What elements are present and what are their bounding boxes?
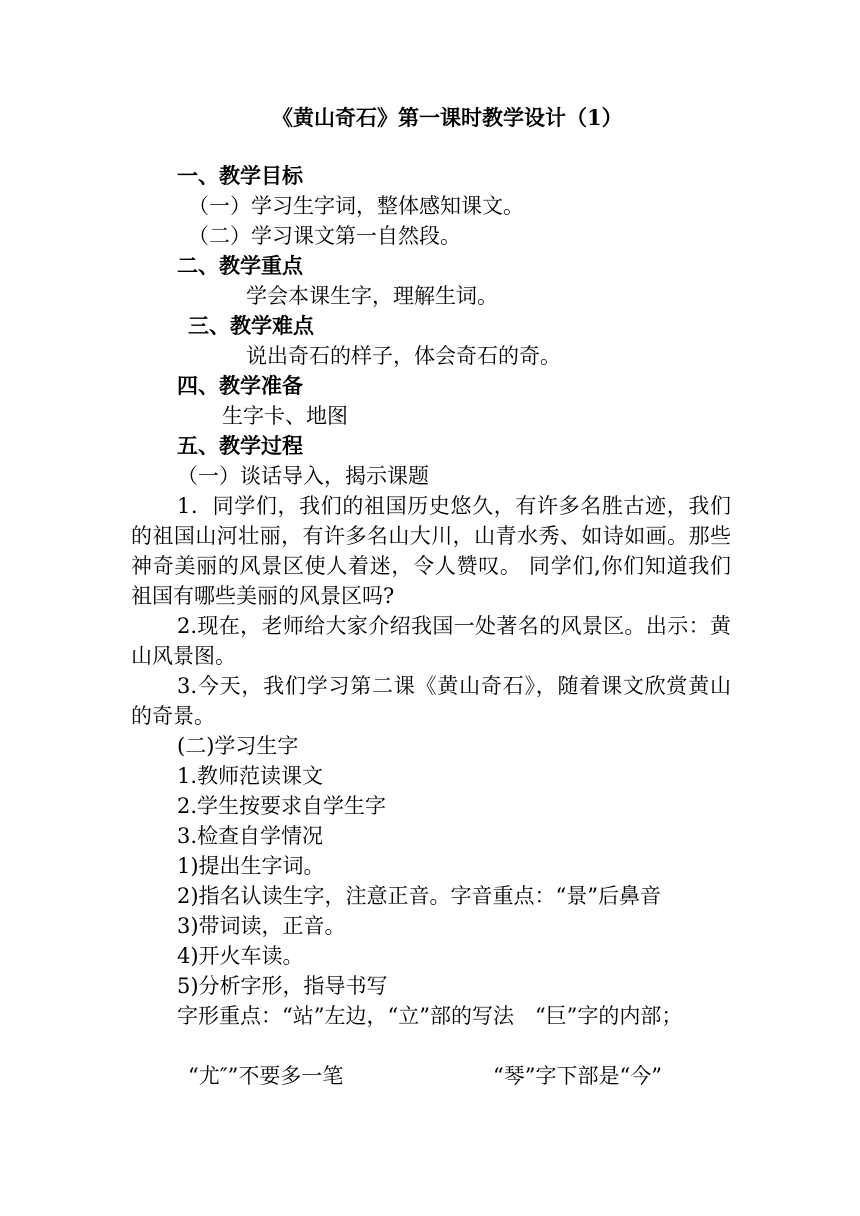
difficulty-text: 说出奇石的样子，体会奇石的奇。 — [246, 344, 561, 368]
substep-2: 2)指名认读生字，注意正音。字音重点：“景”后鼻音 — [177, 884, 662, 908]
prep-text: 生字卡、地图 — [222, 404, 348, 428]
process-part2-title: (二)学习生字 — [177, 734, 299, 758]
step-3: 3.检查自学情况 — [177, 824, 324, 848]
shape-note-b: “琴”字下部是“今” — [493, 1064, 662, 1088]
process-paragraph-2: 2.现在，老师给大家介绍我国一处著名的风景区。出示：黄山风景图。 — [131, 614, 731, 668]
substep-5: 5)分析字形，指导书写 — [177, 974, 388, 998]
shape-note-a: “尤″”不要多一笔 — [188, 1064, 344, 1088]
section-heading-process: 五、教学过程 — [177, 433, 303, 458]
section-heading-difficulty: 三、教学难点 — [188, 313, 314, 338]
focus-text: 学会本课生字，理解生词。 — [246, 284, 498, 308]
section-heading-goals: 一、教学目标 — [177, 163, 303, 188]
step-1: 1.教师范读课文 — [177, 764, 324, 788]
section-heading-prep: 四、教学准备 — [177, 373, 303, 398]
process-paragraph-1: 1．同学们，我们的祖国历史悠久，有许多名胜古迹，我们的祖国山河壮丽，有许多名山大川，山青水秀、如诗如画。那些神奇美丽的风景区使人着迷，令人赞叹。 同学们,你们知道我们祖国有哪些美丽的风景区吗? — [131, 494, 731, 608]
goal-item-2: （二）学习课文第一自然段。 — [188, 224, 461, 248]
substep-1: 1)提出生字词。 — [177, 854, 325, 878]
substep-3: 3)带词读，正音。 — [177, 914, 346, 938]
document-title: 《黄山奇石》第一课时教学设计（1） — [272, 105, 623, 130]
shape-focus-paragraph: 字形重点：“站”左边，“立”部的写法 “巨”字的内部； — [177, 1004, 683, 1028]
process-paragraph-3: 3.今天，我们学习第二课《黄山奇石》，随着课文欣赏黄山的奇景。 — [131, 674, 731, 728]
section-heading-focus: 二、教学重点 — [177, 253, 303, 278]
step-2: 2.学生按要求自学生字 — [177, 794, 387, 818]
process-part1-title: （一）谈话导入，揭示课题 — [177, 464, 429, 488]
substep-4: 4)开火车读。 — [177, 944, 304, 968]
goal-item-1: （一）学习生字词，整体感知课文。 — [188, 194, 524, 218]
